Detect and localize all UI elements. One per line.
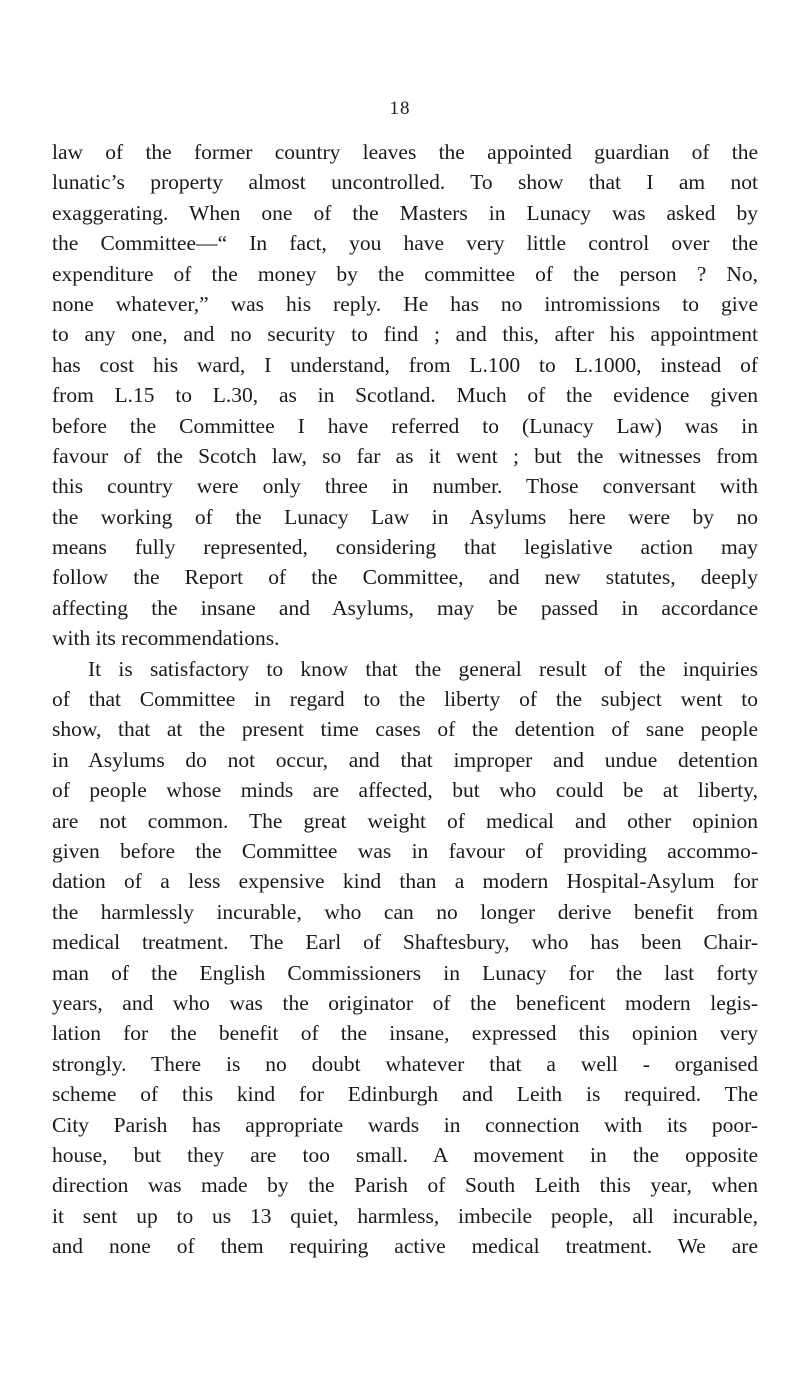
- text-line: and none of them requiring active medical treatment. We are: [52, 1234, 758, 1259]
- text-line: follow the Report of the Committee, and new statutes, deeply: [52, 565, 758, 590]
- paragraph-1: [52, 137, 758, 654]
- text-line: the Committee—“ In fact, you have very little control over the: [52, 231, 758, 256]
- text-line: affecting the insane and Asylums, may be passed in accordance: [52, 595, 758, 620]
- text-line: exaggerating. When one of the Masters in Lunacy was asked by: [52, 200, 758, 225]
- text-line: it sent up to us 13 quiet, harmless, imbecile people, all incurable,: [52, 1203, 758, 1228]
- text-line: the harmlessly incurable, who can no longer derive benefit from: [52, 899, 758, 924]
- text-line: of that Committee in regard to the liberty of the subject went to: [52, 687, 758, 712]
- text-line: medical treatment. The Earl of Shaftesbury, who has been Chair-: [52, 930, 758, 955]
- body-text: [52, 137, 758, 1261]
- text-line: means fully represented, considering that legislative action may: [52, 535, 758, 560]
- text-line: the working of the Lunacy Law in Asylums here were by no: [52, 504, 758, 529]
- text-line: are not common. The great weight of medical and other opinion: [52, 808, 758, 833]
- text-line: given before the Committee was in favour of providing accommo-: [52, 838, 758, 863]
- page-number: 18: [389, 98, 411, 119]
- text-line: favour of the Scotch law, so far as it went ; but the witnesses from: [52, 443, 758, 468]
- text-line: strongly. There is no doubt whatever that a well - organised: [52, 1051, 758, 1076]
- text-line: with its recommendations.: [52, 626, 280, 651]
- text-line: dation of a less expensive kind than a modern Hospital-Asylum for: [52, 869, 758, 894]
- text-line: expenditure of the money by the committee of the person ? No,: [52, 261, 758, 286]
- text-line: law of the former country leaves the appointed guardian of the: [52, 140, 758, 164]
- text-line: in Asylums do not occur, and that improper and undue detention: [52, 747, 758, 772]
- text-line: lunatic’s property almost uncontrolled. To show that I am not: [52, 170, 758, 195]
- text-line: from L.15 to L.30, as in Scotland. Much of the evidence given: [52, 383, 758, 408]
- text-line: direction was made by the Parish of South Leith this year, when: [52, 1173, 758, 1198]
- text-line: lation for the benefit of the insane, expressed this opinion very: [52, 1021, 758, 1046]
- text-line: City Parish has appropriate wards in connection with its poor-: [52, 1112, 758, 1137]
- text-line: to any one, and no security to find ; and this, after his appointment: [52, 322, 758, 347]
- text-line: of people whose minds are affected, but who could be at liberty,: [52, 778, 758, 803]
- text-line: It is satisfactory to know that the general result of the inquiries: [88, 656, 758, 681]
- text-line: before the Committee I have referred to (Lunacy Law) was in: [52, 413, 758, 438]
- text-line: man of the English Commissioners in Lunacy for the last forty: [52, 960, 758, 985]
- text-line: show, that at the present time cases of the detention of sane people: [52, 717, 758, 742]
- text-line: scheme of this kind for Edinburgh and Leith is required. The: [52, 1082, 758, 1107]
- text-line: years, and who was the originator of the beneficent modern legis-: [52, 990, 758, 1015]
- text-line: has cost his ward, I understand, from L.100 to L.1000, instead of: [52, 352, 758, 377]
- text-line: none whatever,” was his reply. He has no intromissions to give: [52, 291, 758, 316]
- text-line: house, but they are too small. A movement in the opposite: [52, 1142, 758, 1167]
- paragraph-2: [52, 654, 758, 1262]
- text-line: this country were only three in number. Those conversant with: [52, 474, 758, 499]
